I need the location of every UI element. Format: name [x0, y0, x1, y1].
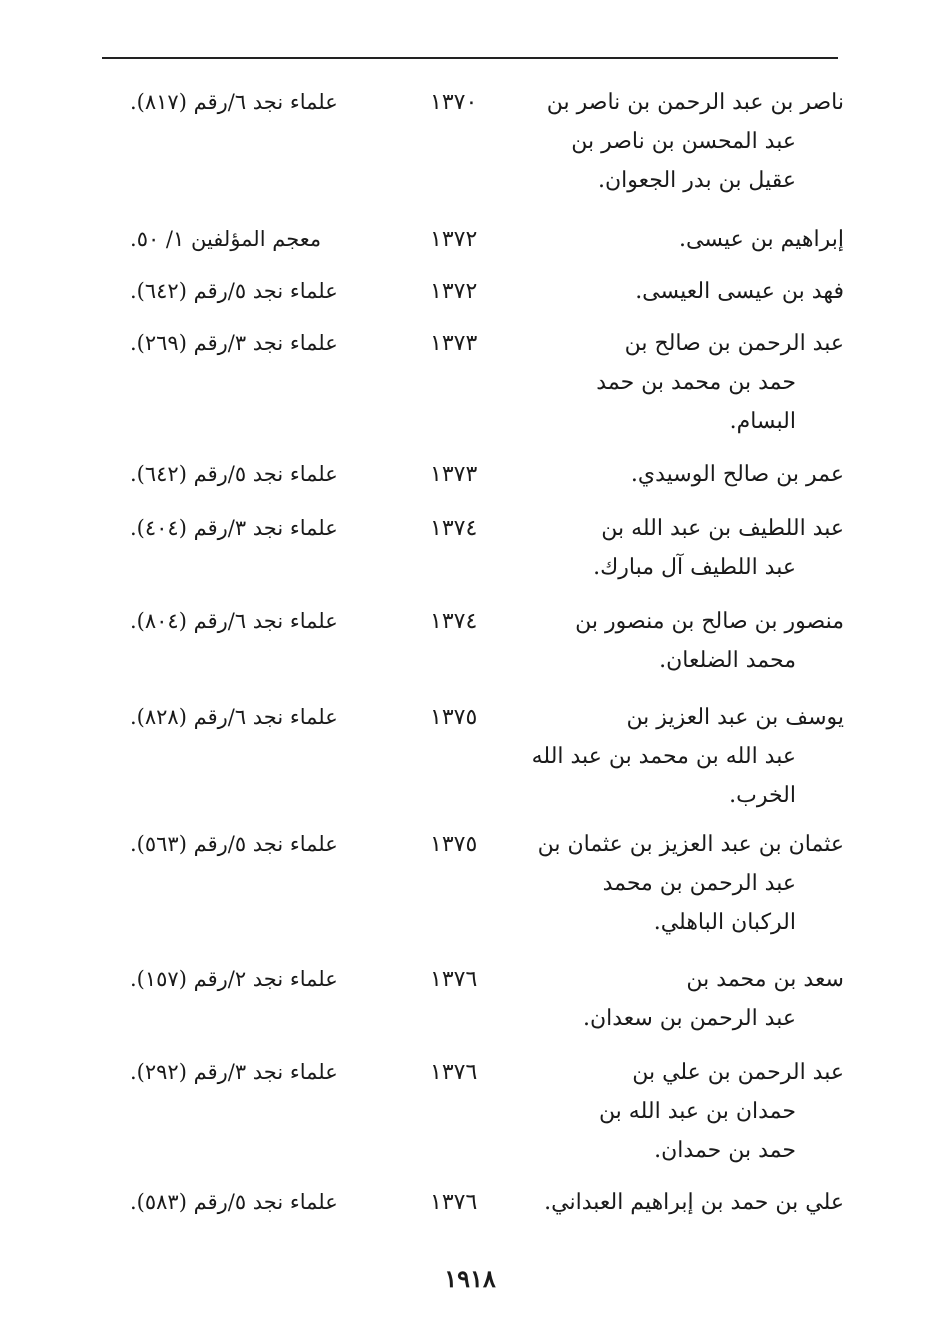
entry-source: علماء نجد ٢/رقم (١٥٧).: [130, 967, 338, 991]
name-line: إبراهيم بن عيسى.: [679, 227, 844, 252]
entry-name: [518, 220, 844, 259]
page-number: ١٩١٨: [444, 1264, 496, 1293]
entry-name: [518, 509, 844, 587]
entry-year: ١٣٧٦: [430, 967, 478, 992]
entry-source: علماء نجد ٦/رقم (٨٢٨).: [130, 705, 338, 729]
name-line: عقيل بن بدر الجعوان.: [598, 168, 796, 193]
name-line: عمر بن صالح الوسيدي.: [630, 462, 844, 487]
name-line: عبد الرحمن بن صالح بن: [624, 331, 844, 356]
entry-year: ١٣٧٢: [430, 227, 478, 252]
name-line: عبد الرحمن بن سعدان.: [582, 1006, 796, 1031]
entry-year: ١٣٧٥: [430, 705, 478, 730]
name-line: فهد بن عيسى العيسى.: [635, 279, 844, 304]
name-line: عبد الرحمن بن محمد: [602, 871, 796, 896]
entry-source: علماء نجد ٦/رقم (٨٠٤).: [130, 609, 338, 633]
name-line: ناصر بن عبد الرحمن بن ناصر بن: [546, 90, 844, 115]
name-line: عبد الرحمن بن علي بن: [632, 1060, 844, 1085]
entry-name: [518, 1053, 844, 1170]
name-line: حمد بن محمد بن حمد: [596, 370, 796, 395]
entry-year: ١٣٧٣: [430, 331, 478, 356]
entry-name: [518, 698, 844, 815]
entry-year: ١٣٧٤: [430, 516, 478, 541]
entry-source: علماء نجد ٥/رقم (٦٤٢).: [130, 462, 338, 486]
entry-name: [518, 324, 844, 441]
entry-source: علماء نجد ٦/رقم (٨١٧).: [130, 90, 338, 114]
name-line: الخرب.: [729, 783, 796, 808]
entry-source: علماء نجد ٣/رقم (٢٦٩).: [130, 331, 338, 355]
name-line: الركبان الباهلي.: [653, 910, 796, 935]
name-line: حمدان بن عبد الله بن: [598, 1099, 796, 1124]
entry-year: ١٣٧٠: [430, 90, 478, 115]
name-line: يوسف بن عبد العزيز بن: [626, 705, 844, 730]
entry-name: [518, 455, 844, 494]
entry-name: [518, 960, 844, 1038]
name-line: البسام.: [729, 409, 796, 434]
name-line: سعد بن محمد بن: [686, 967, 844, 992]
name-line: عبد المحسن بن ناصر بن: [571, 129, 796, 154]
entry-year: ١٣٧٦: [430, 1190, 478, 1215]
entry-name: [518, 602, 844, 680]
name-line: علي بن حمد بن إبراهيم العبداني.: [544, 1190, 844, 1215]
name-line: عبد اللطيف بن عبد الله بن: [601, 516, 844, 541]
entry-source: علماء نجد ٥/رقم (٥٦٣).: [130, 832, 338, 856]
name-line: عبد اللطيف آل مبارك.: [593, 555, 796, 580]
entry-year: ١٣٧٢: [430, 279, 478, 304]
name-line: عبد الله بن محمد بن عبد الله: [531, 744, 796, 769]
name-line: حمد بن حمدان.: [654, 1138, 796, 1163]
name-line: عثمان بن عبد العزيز بن عثمان بن: [537, 832, 844, 857]
entry-year: ١٣٧٦: [430, 1060, 478, 1085]
name-line: محمد الضلعان.: [659, 648, 796, 673]
entry-year: ١٣٧٤: [430, 609, 478, 634]
entry-year: ١٣٧٥: [430, 832, 478, 857]
entry-name: [518, 83, 844, 200]
entry-source: علماء نجد ٣/رقم (٢٩٢).: [130, 1060, 338, 1084]
name-line: منصور بن صالح بن منصور بن: [575, 609, 844, 634]
entry-year: ١٣٧٣: [430, 462, 478, 487]
entry-source: علماء نجد ٥/رقم (٥٨٣).: [130, 1190, 338, 1214]
entry-name: [518, 1183, 844, 1222]
entry-name: [518, 272, 844, 311]
entry-source: علماء نجد ٥/رقم (٦٤٢).: [130, 279, 338, 303]
entry-source: علماء نجد ٣/رقم (٤٠٤).: [130, 516, 338, 540]
entry-source: معجم المؤلفين ١/ ٥٠.: [130, 227, 322, 251]
entry-name: [518, 825, 844, 942]
